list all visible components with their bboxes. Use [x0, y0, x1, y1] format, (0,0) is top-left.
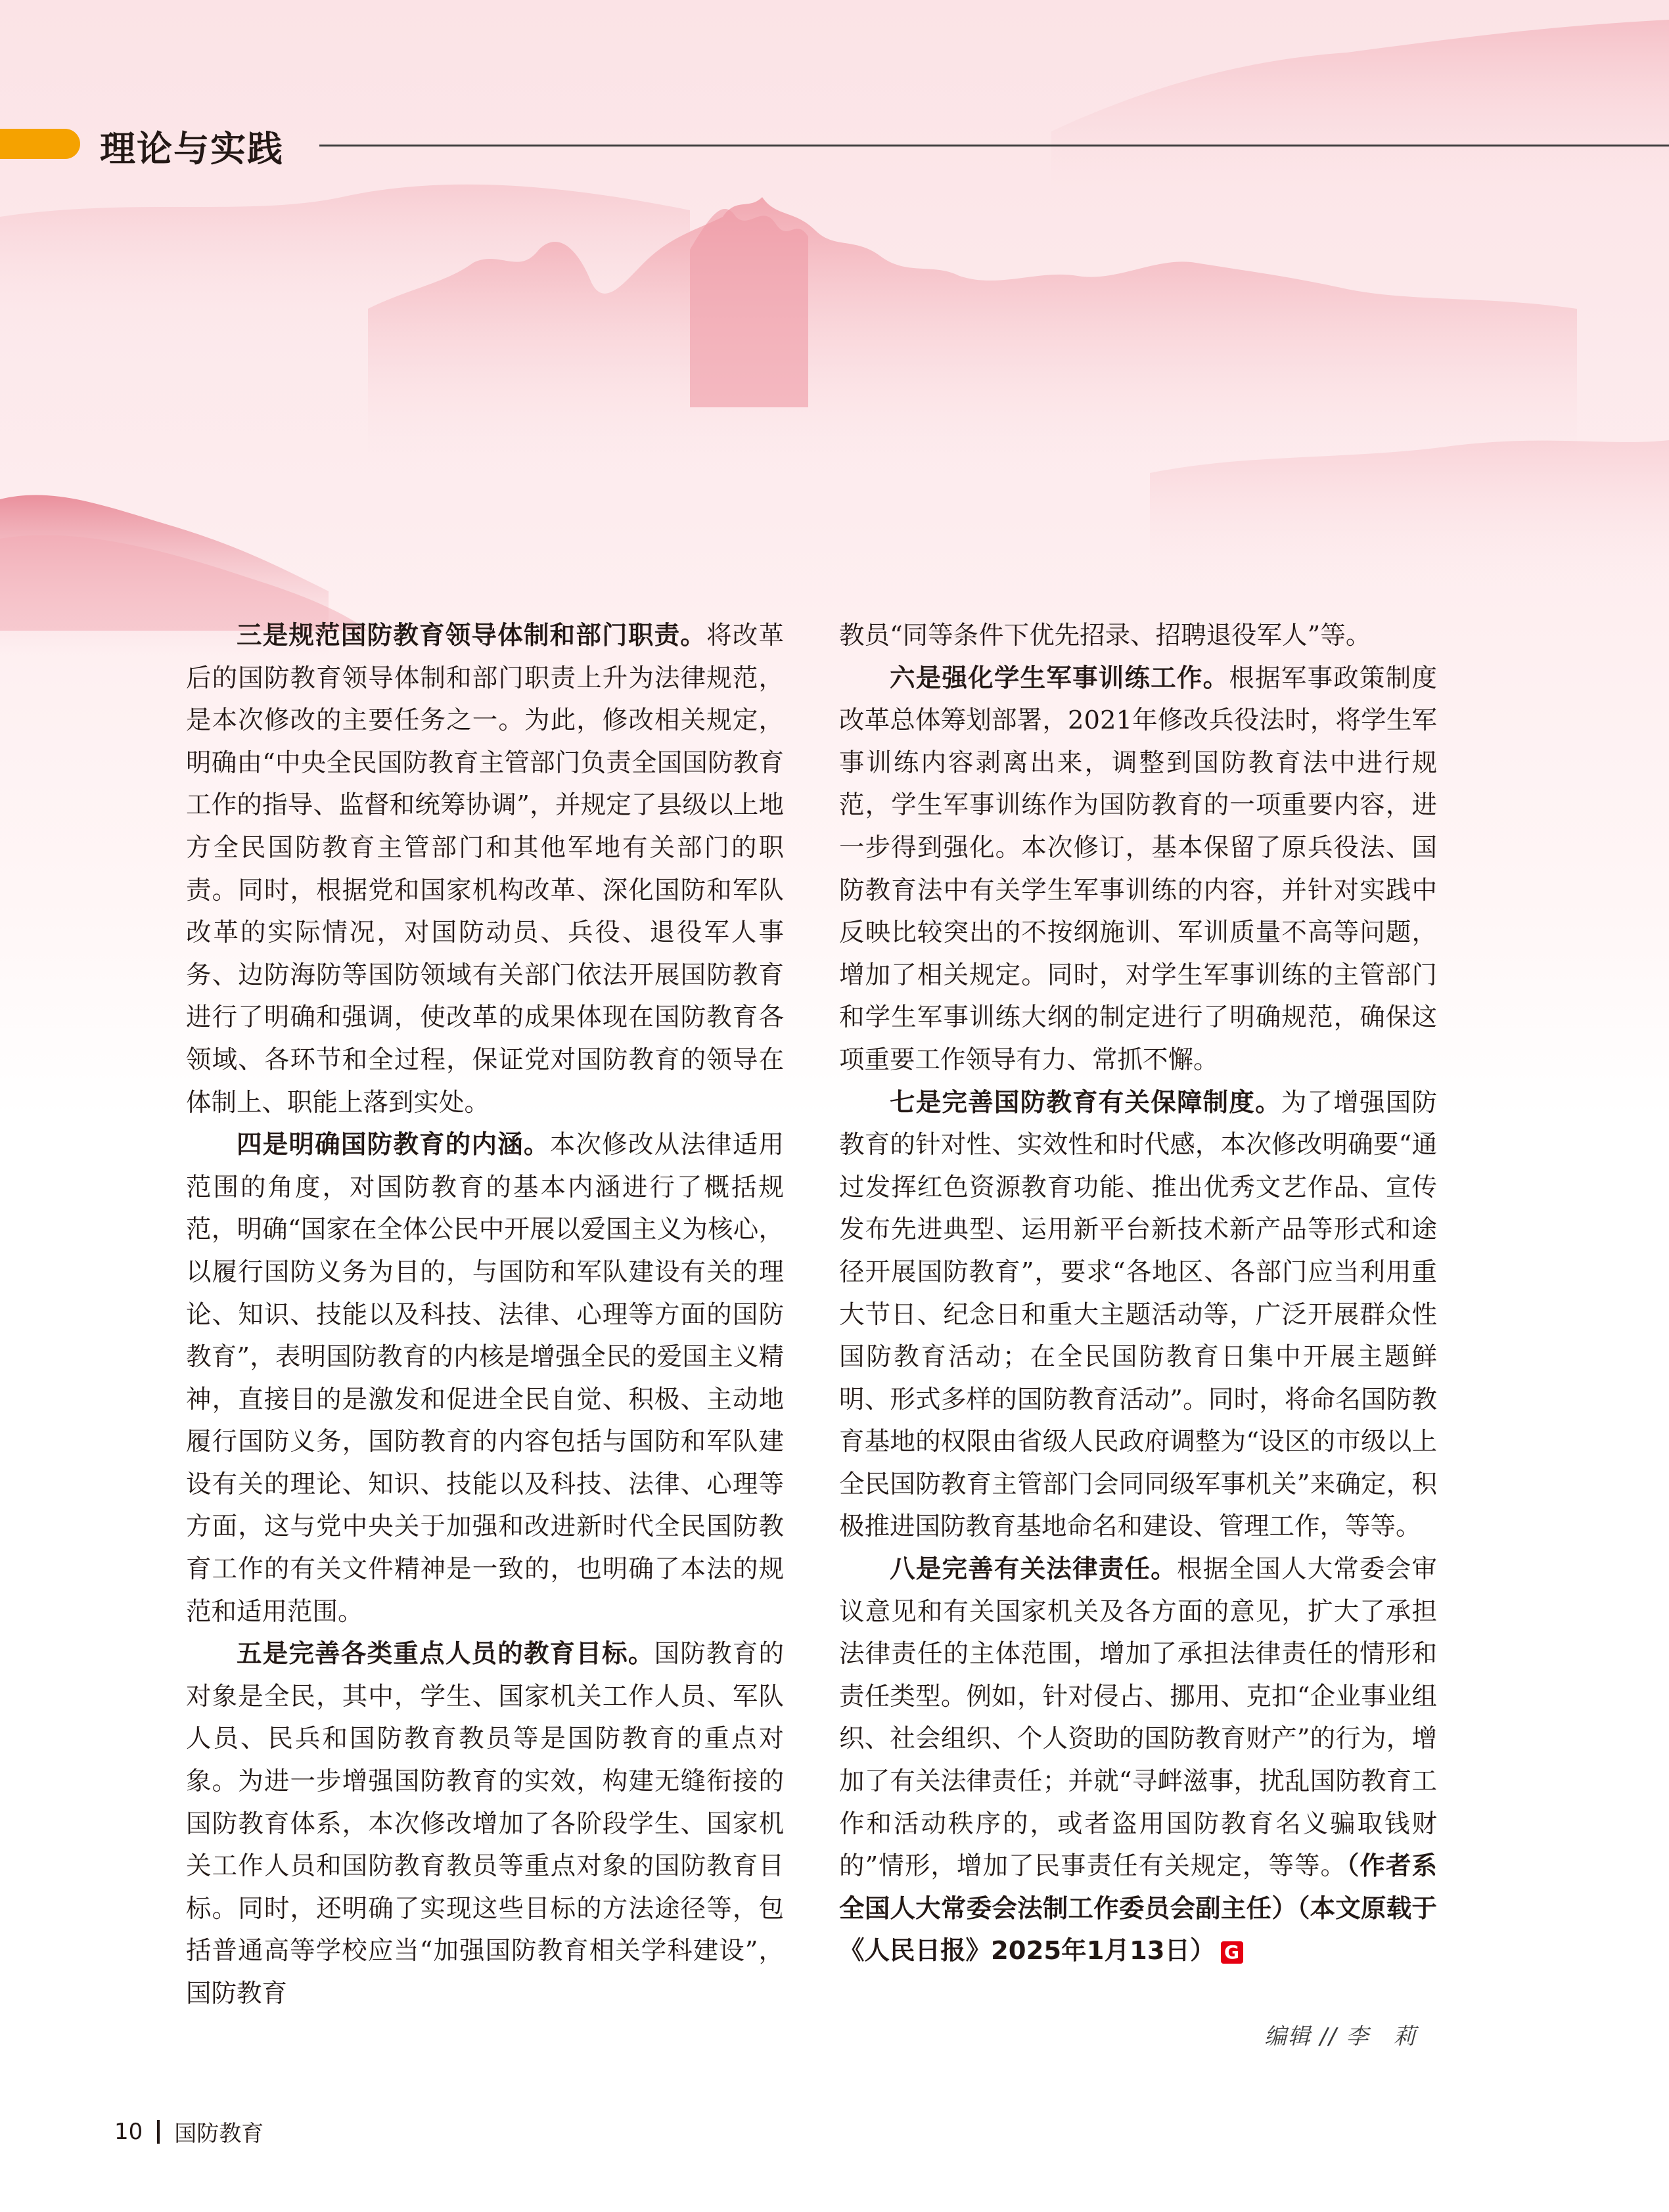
section-tab — [0, 129, 80, 159]
paragraph-text: 根据全国人大常委会审议意见和有关国家机关及各方面的意见，扩大了承担法律责任的主体范围，增加了承担法律责任的情形和责任类型。例如，针对侵占、挪用、克扣“企业事业组织、社会组织、个人资助的国防教育财产”的行为，增加了有关法律责任；并就“寻衅滋事，扰乱国防教育工作和活动秩序的，或者盗用国防教育名义骗取钱财的”情形，增加了民事责任有关规定，等等。 — [839, 1554, 1437, 1882]
paragraph-8 — [839, 1548, 1437, 1973]
paragraph-3 — [186, 615, 784, 1124]
article-column-left — [186, 615, 784, 2016]
paragraph-text: 本次修改从法律适用范围的角度，对国防教育的基本内涵进行了概括规范，明确“国家在全体公民中开展以爱国主义为核心，以履行国防义务为目的，与国防和军队建设有关的理论、知识、技能以及科技、法律、心理等方面的国防教育”，表明国防教育的内核是增强全民的爱国主义精神，直接目的是激发和促进全民自觉、积极、主动地履行国防义务，国防教育的内容包括与国防和军队建设有关的理论、知识、技能以及科技、法律、心理等方面，这与党中央关于加强和改进新时代全民国防教育工作的有关文件精神是一致的，也明确了本法的规范和适用范围。 — [186, 1130, 784, 1627]
paragraph-text: 将改革后的国防教育领导体制和部门职责上升为法律规范，是本次修改的主要任务之一。为此，修改相关规定，明确由“中央全民国防教育主管部门负责全国国防教育工作的指导、监督和统筹协调”，并规定了县级以上地方全民国防教育主管部门和其他军地有关部门的职责。同时，根据党和国家机构改革、深化国防和军队改革的实际情况，对国防动员、兵役、退役军人事务、边防海防等国防领域有关部门依法开展国防教育进行了明确和强调，使改革的成果体现在国防教育各领域、各环节和全过程，保证党对国防教育的领导在体制上、职能上落到实处。 — [186, 621, 784, 1117]
paragraph-lead: 六是强化学生军事训练工作。 — [890, 663, 1229, 693]
article-column-right — [839, 615, 1437, 1973]
author-note: （作者系全国人大常委会法制工作委员会副主任）（本文原载于《人民日报》2025年1月13日） — [839, 1851, 1437, 1966]
page-footer — [114, 2115, 263, 2148]
paragraph-5 — [186, 1633, 784, 2015]
paragraph-lead: 七是完善国防教育有关保障制度。 — [890, 1087, 1281, 1117]
paragraph-5-continued: 教员“同等条件下优先招录、招聘退役军人”等。 — [839, 621, 1371, 650]
paragraph-lead: 四是明确国防教育的内涵。 — [237, 1130, 550, 1160]
paragraph-4 — [186, 1124, 784, 1633]
paragraph-text: 根据军事政策制度改革总体筹划部署，2021年修改兵役法时，将学生军事训练内容剥离出来，调整到国防教育法中进行规范，学生军事训练作为国防教育的一项重要内容，进一步得到强化。本次修订，基本保留了原兵役法、国防教育法中有关学生军事训练的内容，并针对实践中反映比较突出的不按纲施训、军训质量不高等问题，增加了相关规定。同时，对学生军事训练的主管部门和学生军事训练大纲的制定进行了明确规范，确保这项重要工作领导有力、常抓不懈。 — [839, 663, 1437, 1075]
paragraph-lead: 三是规范国防教育领导体制和部门职责。 — [237, 621, 707, 650]
paragraph-text: 为了增强国防教育的针对性、实效性和时代感，本次修改明确要“通过发挥红色资源教育功能、推出优秀文艺作品、宣传发布先进典型、运用新平台新技术新产品等形式和途径开展国防教育”，要求“各地区、各部门应当利用重大节日、纪念日和重大主题活动等，广泛开展群众性国防教育活动；在全民国防教育日集中开展主题鲜明、形式多样的国防教育活动”。同时，将命名国防教育基地的权限由省级人民政府调整为“设区的市级以上全民国防教育主管部门会同同级军事机关”来确定，积极推进国防教育基地命名和建设、管理工作，等等。 — [839, 1087, 1437, 1542]
paragraph-7 — [839, 1082, 1437, 1549]
paragraph-text: 国防教育的对象是全民，其中，学生、国家机关工作人员、军队人员、民兵和国防教育教员等是国防教育的重点对象。为进一步增强国防教育的实效，构建无缝衔接的国防教育体系，本次修改增加了各阶段学生、国家机关工作人员和国防教育教员等重点对象的国防教育目标。同时，还明确了实现这些目标的方法途径等，包括普通高等学校应当“加强国防教育相关学科建设”，国防教育 — [186, 1639, 784, 2008]
paragraph-lead: 五是完善各类重点人员的教育目标。 — [237, 1639, 654, 1669]
magazine-name: 国防教育 — [174, 2121, 264, 2147]
editor-credit: 编辑 // 李 莉 — [1264, 2023, 1417, 2050]
paragraph-6 — [839, 658, 1437, 1082]
end-mark-icon: G — [1221, 1941, 1243, 1964]
footer-divider — [157, 2120, 160, 2144]
paragraph-lead: 八是完善有关法律责任。 — [890, 1554, 1177, 1585]
header-rule — [319, 145, 1669, 147]
page-number: 10 — [114, 2118, 143, 2145]
section-title: 理论与实践 — [100, 128, 284, 169]
